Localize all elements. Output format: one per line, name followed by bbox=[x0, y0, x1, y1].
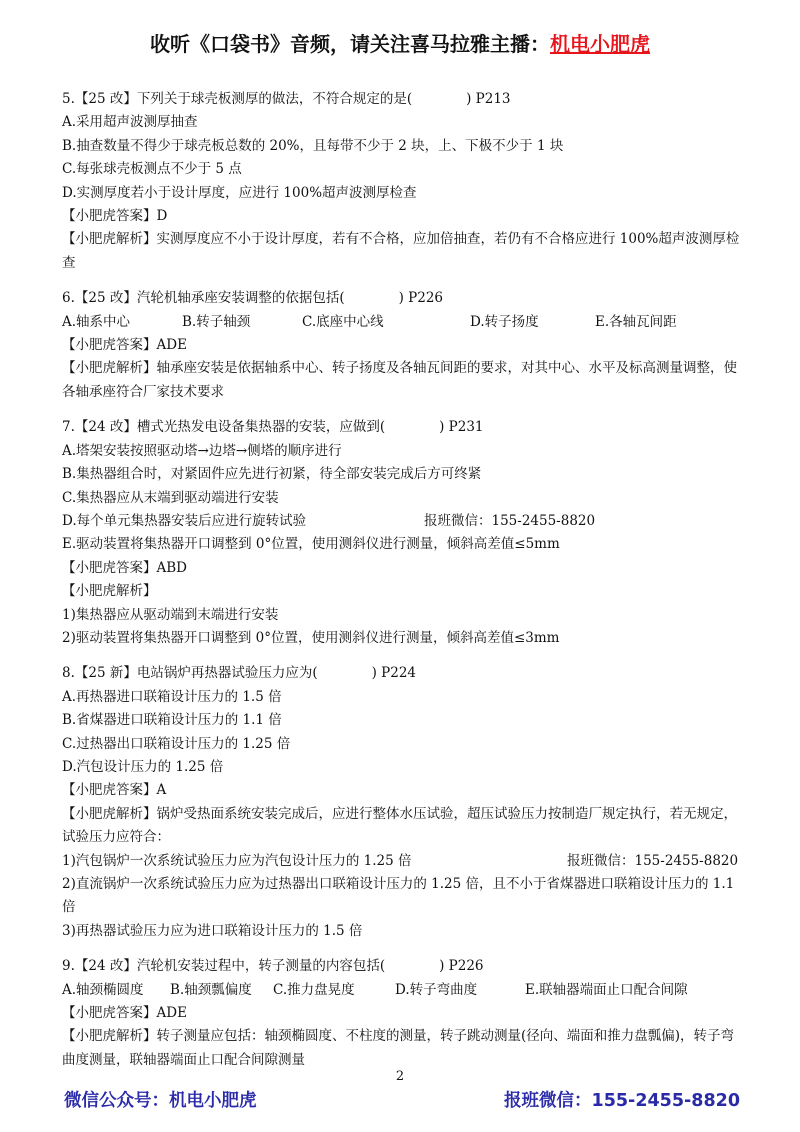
option-d: D.转子扬度 bbox=[470, 313, 539, 330]
option-b: B.省煤器进口联箱设计压力的 1.1 倍 bbox=[62, 712, 282, 729]
page-number: 2 bbox=[395, 1069, 405, 1084]
option-d: D.汽包设计压力的 1.25 倍 bbox=[62, 758, 224, 775]
answer: 【小肥虎答案】D bbox=[62, 208, 168, 225]
option-b: B.转子轴颈 bbox=[182, 313, 251, 330]
option-c: C.过热器出口联箱设计压力的 1.25 倍 bbox=[62, 735, 291, 752]
option-e: E.联轴器端面止口配合间隙 bbox=[525, 981, 688, 998]
answer: 【小肥虎答案】ADE bbox=[62, 337, 187, 354]
option-a: A.再热器进口联箱设计压力的 1.5 倍 bbox=[62, 688, 282, 705]
option-b: B.轴颈瓢偏度 bbox=[170, 981, 252, 998]
question-8 bbox=[62, 662, 742, 943]
options-row bbox=[62, 311, 742, 334]
analysis-note-1-row bbox=[62, 850, 742, 873]
footer-contact: 报班微信：155-2455-8820 bbox=[504, 1091, 740, 1111]
option-b: B.集热器组合时，对紧固件应先进行初紧，待全部安装完成后方可终紧 bbox=[62, 466, 482, 483]
answer: 【小肥虎答案】ADE bbox=[62, 1005, 187, 1022]
question-title: 8.【25 新】电站锅炉再热器试验压力应为( ) P224 bbox=[62, 665, 417, 682]
contact-wechat: 报班微信：155-2455-8820 bbox=[567, 852, 739, 869]
analysis-note-3: 3)再热器试验压力应为进口联箱设计压力的 1.5 倍 bbox=[62, 922, 363, 939]
page-header bbox=[0, 28, 800, 57]
answer: 【小肥虎答案】A bbox=[62, 782, 167, 799]
page-footer bbox=[64, 1087, 740, 1112]
option-a: A.轴系中心 bbox=[62, 313, 131, 330]
analysis: 【小肥虎解析】转子测量应包括：轴颈椭圆度、不柱度的测量，转子跳动测量(径向、端面和推力盘瓢偏)，转子弯曲度测量，联轴器端面止口配合间隙测量 bbox=[62, 1028, 735, 1068]
analysis: 【小肥虎解析】轴承座安装是依据轴系中心、转子扬度及各轴瓦间距的要求，对其中心、水平及标高测量调整，使各轴承座符合厂家技术要求 bbox=[62, 360, 737, 400]
options-row bbox=[62, 979, 742, 1002]
question-6 bbox=[62, 287, 742, 404]
option-c: C.底座中心线 bbox=[302, 313, 384, 330]
question-7 bbox=[62, 416, 742, 650]
header-prefix: 收听《口袋书》音频，请关注喜马拉雅主播： bbox=[150, 32, 550, 56]
analysis-note-1: 1)汽包锅炉一次系统试验压力应为汽包设计压力的 1.25 倍 bbox=[62, 852, 412, 869]
option-c: C.推力盘晃度 bbox=[273, 981, 355, 998]
option-d: D.转子弯曲度 bbox=[395, 981, 478, 998]
option-d: D.每个单元集热器安装后应进行旋转试验 bbox=[62, 512, 307, 529]
question-9 bbox=[62, 955, 742, 1072]
analysis-label: 【小肥虎解析】 bbox=[62, 583, 157, 600]
analysis-note-2: 2)驱动装置将集热器开口调整到 0°位置，使用测斜仪进行测量，倾斜高差值≤3mm bbox=[62, 629, 560, 646]
option-a: A.轴颈椭圆度 bbox=[62, 981, 144, 998]
question-title: 5.【25 改】下列关于球壳板测厚的做法，不符合规定的是( ) P213 bbox=[62, 91, 511, 107]
question-title: 6.【25 改】汽轮机轴承座安装调整的依据包括( ) P226 bbox=[62, 290, 444, 307]
analysis-note-1: 1)集热器应从驱动端到末端进行安装 bbox=[62, 606, 279, 623]
option-a: A.塔架安装按照驱动塔→边塔→侧塔的顺序进行 bbox=[62, 442, 342, 459]
footer-wechat-account: 微信公众号：机电小肥虎 bbox=[64, 1091, 257, 1111]
option-c: C.每张球壳板测点不少于 5 点 bbox=[62, 161, 242, 178]
analysis-note-2: 2)直流锅炉一次系统试验压力应为过热器出口联箱设计压力的 1.25 倍，且不小于省煤器进口联箱设计压力的 1.1 倍 bbox=[62, 876, 739, 916]
option-c: C.集热器应从末端到驱动端进行安装 bbox=[62, 489, 279, 506]
option-e: E.各轴瓦间距 bbox=[595, 313, 677, 330]
option-d: D.实测厚度若小于设计厚度，应进行 100%超声波测厚检查 bbox=[62, 184, 417, 201]
analysis: 【小肥虎解析】锅炉受热面系统安装完成后，应进行整体水压试验，超压试验压力按制造厂规定执行，若无规定，试验压力应符合： bbox=[62, 805, 737, 846]
option-a: A.采用超声波测厚抽查 bbox=[62, 114, 198, 131]
option-b: B.抽查数量不得少于球壳板总数的 20%，且每带不少于 2 块，上、下极不少于 1 块 bbox=[62, 137, 564, 154]
question-title: 7.【24 改】槽式光热发电设备集热器的安装，应做到( ) P231 bbox=[62, 419, 484, 436]
document-body bbox=[62, 88, 742, 1084]
answer: 【小肥虎答案】ABD bbox=[62, 559, 187, 576]
analysis: 【小肥虎解析】实测厚度应不小于设计厚度，若有不合格，应加倍抽查，若仍有不合格应进行 100%超声波测厚检查 bbox=[62, 231, 740, 271]
option-e: E.驱动装置将集热器开口调整到 0°位置，使用测斜仪进行测量，倾斜高差值≤5mm bbox=[62, 536, 560, 553]
option-d-row bbox=[62, 510, 742, 533]
contact-wechat: 报班微信：155-2455-8820 bbox=[424, 512, 596, 529]
question-5 bbox=[62, 88, 742, 275]
question-title: 9.【24 改】汽轮机安装过程中，转子测量的内容包括( ) P226 bbox=[62, 958, 484, 975]
header-brand-link[interactable]: 机电小肥虎 bbox=[550, 32, 650, 56]
